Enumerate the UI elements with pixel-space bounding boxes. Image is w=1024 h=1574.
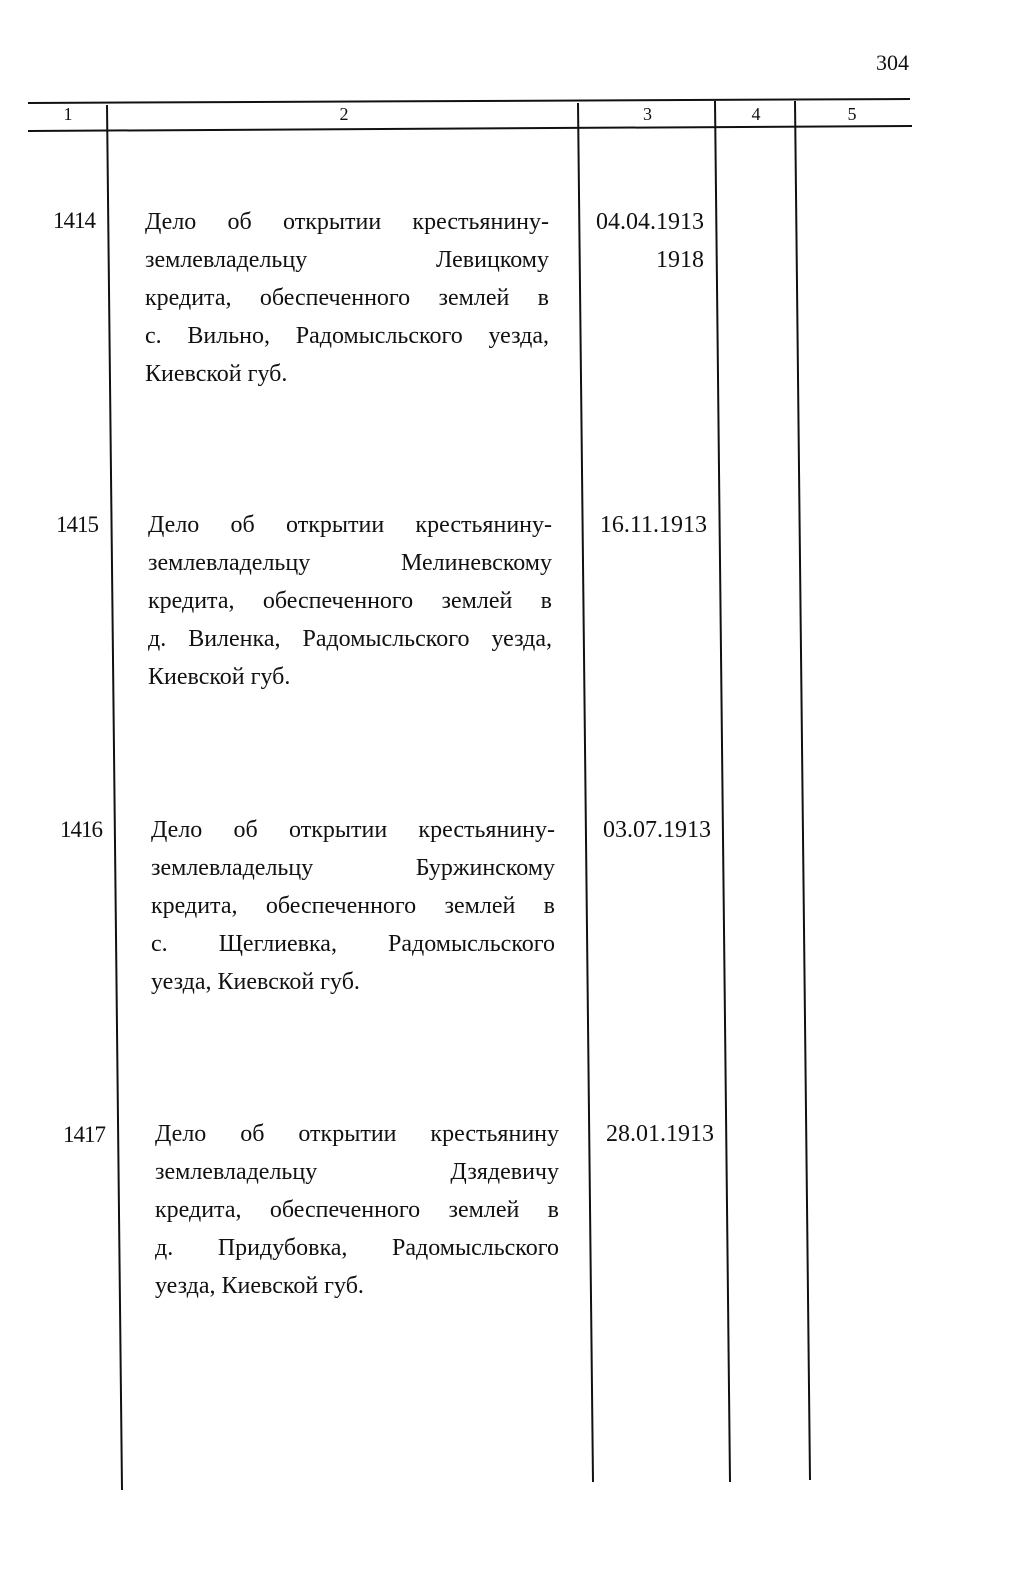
row-description	[145, 203, 549, 393]
description-line: Дело об открытии крестьянину-	[148, 512, 552, 538]
description-line: землевладельцу Левицкому	[145, 247, 549, 273]
description-line: кредита, обеспеченного землей в	[151, 893, 555, 919]
row-description	[155, 1115, 559, 1305]
column-header-1: 1	[63, 104, 73, 124]
row-number: 1417	[63, 1122, 105, 1147]
description-line: д. Придубовка, Радомысльского	[155, 1235, 559, 1261]
date-end: 1918	[656, 247, 704, 273]
date-start: 28.01.1913	[606, 1121, 714, 1147]
row-number: 1414	[53, 208, 95, 233]
description-line: уезда, Киевской губ.	[155, 1273, 364, 1299]
date-start: 16.11.1913	[599, 512, 707, 538]
page-number: 304	[876, 50, 909, 75]
column-divider-1	[107, 105, 122, 1490]
description-line: Дело об открытии крестьянину	[155, 1121, 559, 1147]
description-line: с. Вильно, Радомысльского уезда,	[145, 323, 549, 349]
description-line: Киевской губ.	[148, 664, 291, 690]
row-description	[151, 811, 555, 1001]
description-line: д. Виленка, Радомысльского уезда,	[148, 626, 552, 652]
row-dates	[596, 1115, 714, 1153]
column-divider-3	[715, 101, 730, 1482]
description-line: землевладельцу Дзядевичу	[155, 1159, 559, 1185]
column-header-4: 4	[751, 104, 761, 124]
date-start: 03.07.1913	[603, 817, 711, 843]
column-header-2: 2	[339, 104, 349, 124]
row-dates	[593, 811, 711, 849]
column-header-5: 5	[847, 104, 857, 124]
header-top-rule	[28, 99, 910, 103]
column-divider-2	[578, 103, 593, 1482]
description-line: землевладельцу Мелиневскому	[148, 550, 552, 576]
row-dates	[589, 506, 707, 544]
date-start: 04.04.1913	[596, 209, 704, 235]
row-number: 1415	[56, 512, 98, 537]
description-line: с. Щеглиевка, Радомысльского	[151, 931, 555, 957]
description-line: Киевской губ.	[145, 361, 288, 387]
row-dates	[586, 203, 704, 279]
description-line: кредита, обеспеченного землей в	[155, 1197, 559, 1223]
description-line: кредита, обеспеченного землей в	[148, 588, 552, 614]
column-divider-4	[795, 101, 810, 1480]
column-header-3: 3	[643, 104, 652, 124]
row-description	[148, 506, 552, 696]
description-line: уезда, Киевской губ.	[151, 969, 360, 995]
description-line: Дело об открытии крестьянину-	[151, 817, 555, 843]
description-line: кредита, обеспеченного землей в	[145, 285, 549, 311]
header-bottom-rule	[28, 126, 912, 131]
description-line: землевладельцу Буржинскому	[151, 855, 555, 881]
row-number: 1416	[60, 817, 102, 842]
description-line: Дело об открытии крестьянину-	[145, 209, 549, 235]
